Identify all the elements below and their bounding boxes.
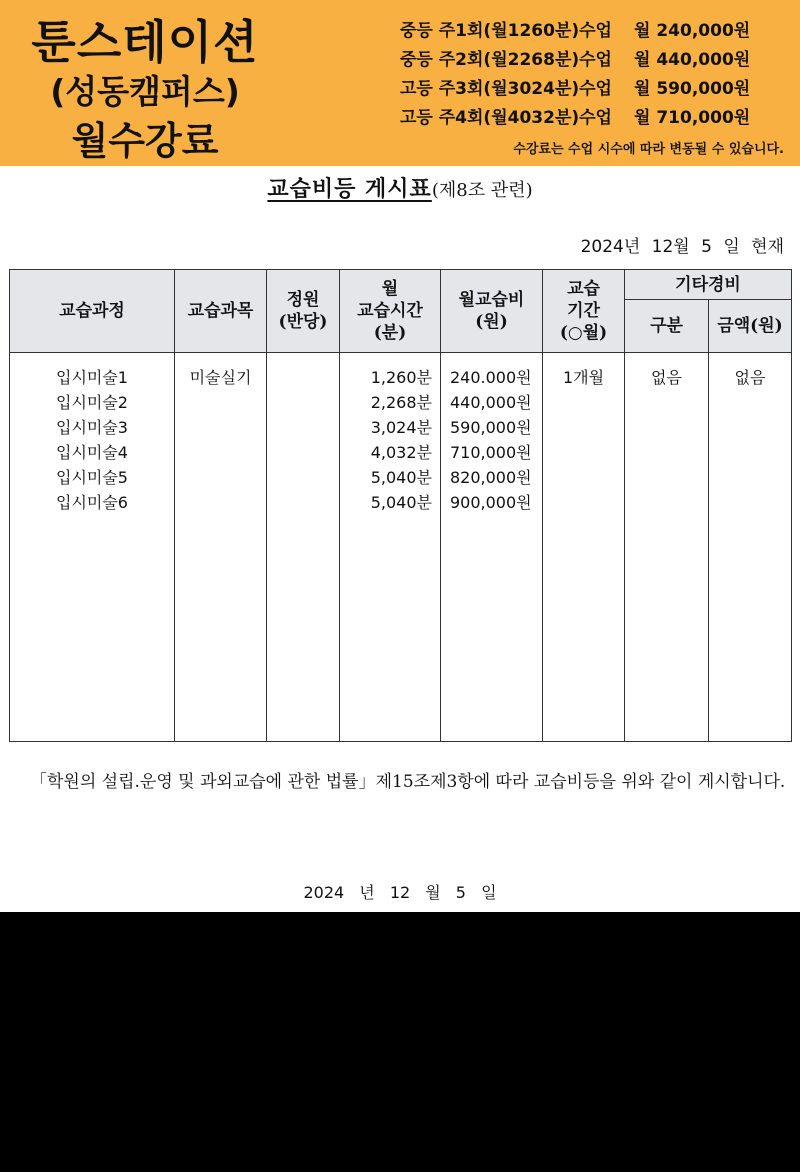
course-name: 입시미술3: [55, 418, 128, 437]
hours-value: 5,040분: [370, 493, 432, 512]
header-fee: 월교습비 (원): [441, 270, 543, 353]
header-period: 교습 기간 (○월): [543, 270, 625, 353]
fee-course: 고등 주4회(월4032분)수업: [400, 108, 612, 128]
hours-value: 1,260분: [370, 368, 432, 387]
course-name: 입시미술6: [55, 493, 128, 512]
header-course: 교습과정: [10, 270, 175, 353]
fee-value: 240.000원: [450, 368, 532, 387]
header-other-amount: 금액(원): [709, 300, 792, 353]
fee-price: 월 590,000원: [634, 79, 751, 99]
fee-price: 월 240,000원: [634, 21, 751, 41]
period-cell: 1개월: [543, 353, 625, 742]
brand-fee-title: 월수강료: [71, 119, 219, 163]
title-main: 교습비등 게시표: [267, 177, 432, 202]
fee-row: [400, 103, 800, 132]
course-name: 입시미술4: [55, 443, 128, 462]
other-type-cell: 없음: [625, 353, 709, 742]
title-sub: (제8조 관련): [431, 180, 533, 201]
fee-course: 중등 주2회(월2268분)수업: [400, 50, 612, 70]
header-other-expenses: 기타경비: [625, 270, 792, 300]
brand-campus: (성동캠퍼스): [50, 72, 240, 111]
header-other-type: 구분: [625, 300, 709, 353]
course-name: 입시미술5: [55, 468, 128, 487]
sign-date: 2024 년 12 월 5 일: [303, 883, 497, 902]
legal-notice: 「학원의 설립.운영 및 과외교습에 관한 법률」제15조제3항에 따라 교습비등을 위와 같이 게시합니다.: [30, 772, 786, 792]
fee-value: 590,000원: [450, 418, 532, 437]
hours-value: 3,024분: [370, 418, 432, 437]
fee-price: 월 440,000원: [634, 50, 751, 70]
fee-value: 820,000원: [450, 468, 532, 487]
other-amount-cell: 없음: [709, 353, 792, 742]
header-row: [10, 270, 792, 300]
header-capacity: 정원 (반당): [267, 270, 340, 353]
document-title: [0, 172, 800, 203]
fee-row: [400, 45, 800, 74]
table-row: [10, 353, 792, 742]
fee-note: 수강료는 수업 시수에 따라 변동될 수 있습니다.: [513, 142, 784, 157]
hours-value: 5,040분: [370, 468, 432, 487]
capacity-cell: [267, 353, 340, 742]
hours-value: 4,032분: [370, 443, 432, 462]
fee-value: 710,000원: [450, 443, 532, 462]
hours-value: 2,268분: [370, 393, 432, 412]
fee-value: 440,000원: [450, 393, 532, 412]
course-name: 입시미술2: [55, 393, 128, 412]
fee-price: 월 710,000원: [634, 108, 751, 128]
fee-row: [400, 74, 800, 103]
fee-value: 900,000원: [450, 493, 532, 512]
fee-row: [400, 16, 800, 45]
brand-name: 툰스테이션: [31, 15, 259, 69]
promo-banner: [0, 0, 800, 166]
subject-cell: 미술실기: [175, 353, 267, 742]
fee-course: 중등 주1회(월1260분)수업: [400, 21, 612, 41]
hours-cell: [340, 353, 441, 742]
header-hours: 월 교습시간 (분): [340, 270, 441, 353]
course-name: 입시미술1: [55, 368, 128, 387]
fee-list: [400, 16, 800, 132]
course-cell: [10, 353, 175, 742]
fee-course: 고등 주3회(월3024분)수업: [400, 79, 612, 99]
fee-cell: [441, 353, 543, 742]
as-of-date: 2024년 12월 5 일 현재: [580, 237, 784, 257]
header-subject: 교습과목: [175, 270, 267, 353]
fee-table: [9, 269, 792, 742]
